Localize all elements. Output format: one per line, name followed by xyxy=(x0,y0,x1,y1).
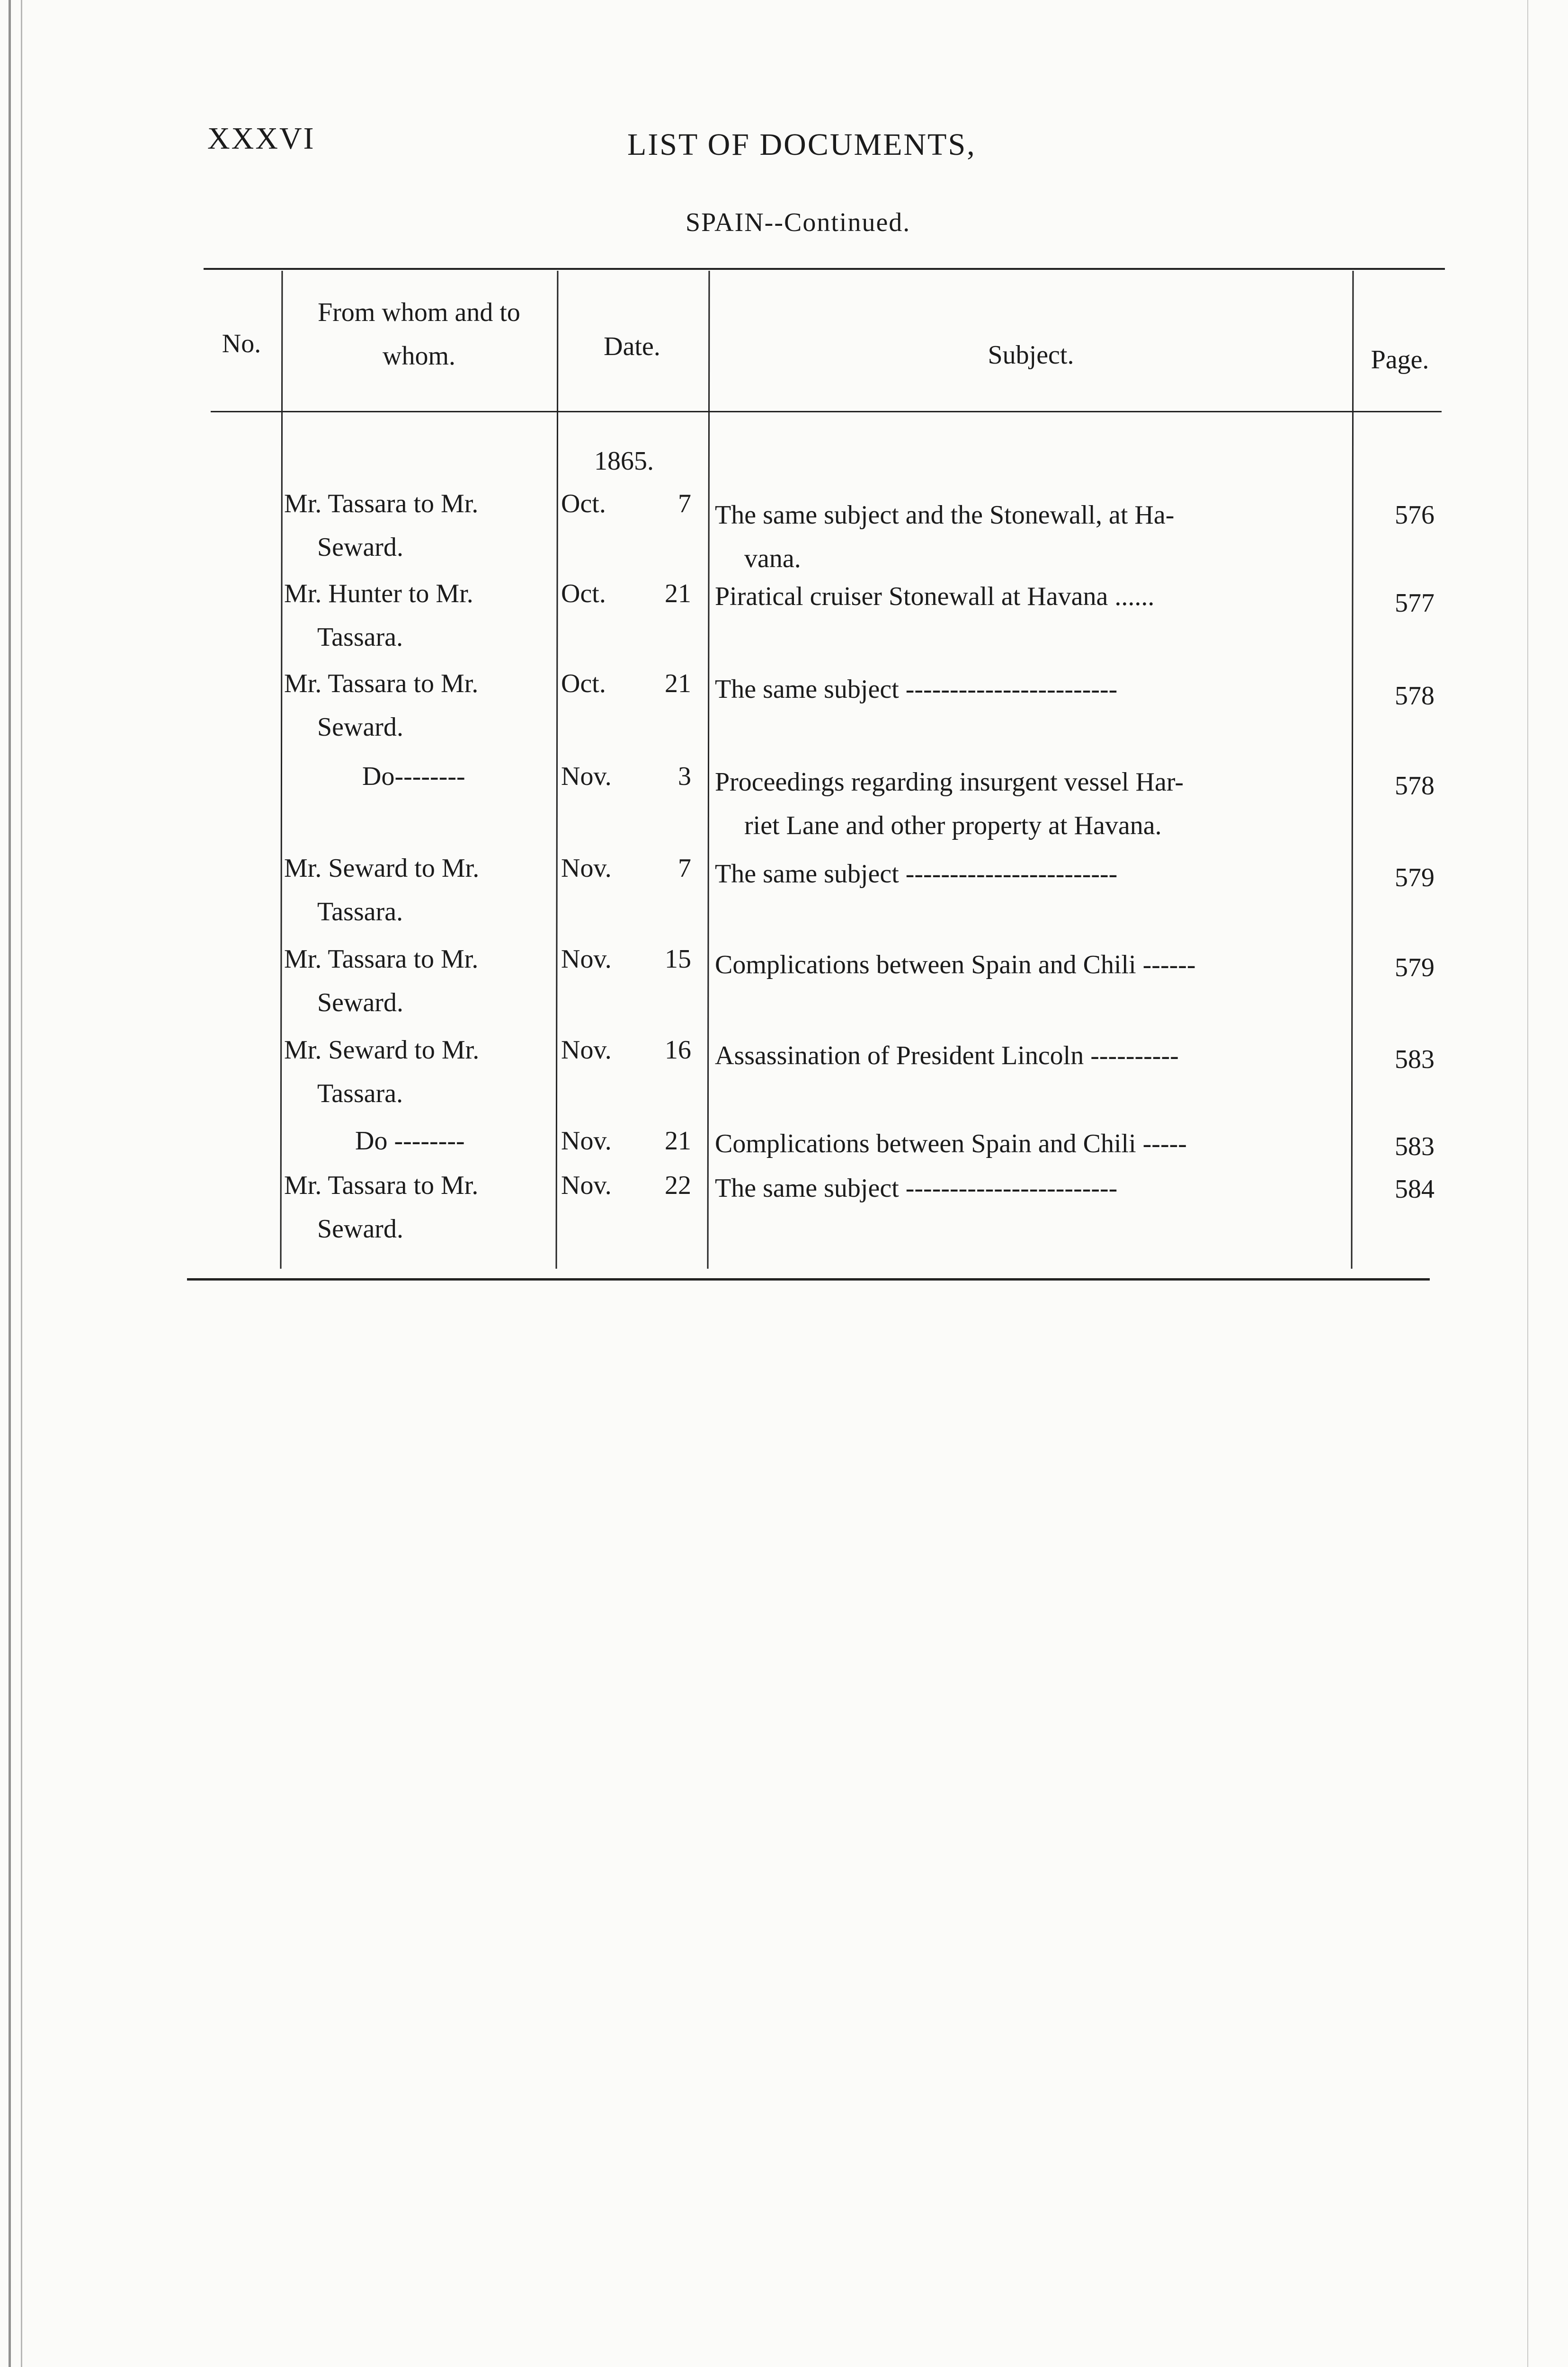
from-line-continued: Seward. xyxy=(317,988,403,1017)
subject-line: Complications between Spain and Chili xyxy=(715,1129,1136,1158)
from-line-continued: Seward. xyxy=(317,1214,403,1244)
subject-cell xyxy=(715,1166,1340,1210)
date-day: 15 xyxy=(665,944,691,974)
header-date: Date. xyxy=(604,332,660,361)
page-number: 584 xyxy=(1395,1175,1434,1204)
ditto-text: Do xyxy=(362,762,395,791)
date-day: 21 xyxy=(665,1126,691,1156)
from-to-cell xyxy=(284,572,549,659)
from-to-cell xyxy=(284,1028,549,1115)
from-to-cell xyxy=(284,1119,549,1163)
from-to-cell xyxy=(284,755,549,798)
date-month: Nov. xyxy=(561,944,612,974)
from-to-cell xyxy=(284,662,549,749)
date-day: 21 xyxy=(665,579,691,608)
leader-dots: ...... xyxy=(1114,582,1155,611)
page-number: 583 xyxy=(1395,1045,1434,1074)
subject-line-continued: vana. xyxy=(744,544,801,573)
date-day: 22 xyxy=(665,1171,691,1200)
leader-dots: ------------------------ xyxy=(905,1174,1118,1203)
from-line: Mr. Tassara to Mr. xyxy=(284,1171,479,1200)
subject-cell xyxy=(715,575,1340,618)
subject-cell xyxy=(715,493,1340,580)
date-day: 16 xyxy=(665,1035,691,1065)
page-number: 578 xyxy=(1395,681,1434,711)
from-line xyxy=(284,1126,465,1156)
subject-cell xyxy=(715,667,1340,711)
subject-line: Proceedings regarding insurgent vessel Har- xyxy=(715,767,1184,797)
from-line: Mr. Tassara to Mr. xyxy=(284,489,479,518)
column-divider-date xyxy=(707,271,710,1269)
from-to-cell xyxy=(284,846,549,934)
header-no: No. xyxy=(222,329,261,358)
from-line: Mr. Hunter to Mr. xyxy=(284,579,473,608)
subject-line: The same subject xyxy=(715,1174,899,1203)
subject-line: Piratical cruiser Stonewall at Havana xyxy=(715,582,1108,611)
from-line xyxy=(284,762,465,791)
from-line: Mr. Tassara to Mr. xyxy=(284,669,479,698)
page-number: 577 xyxy=(1395,588,1434,618)
from-line-continued: Tassara. xyxy=(317,1079,403,1108)
page-number: 578 xyxy=(1395,771,1434,801)
from-to-cell xyxy=(284,482,549,569)
column-divider-from xyxy=(556,271,559,1269)
date-day: 7 xyxy=(678,854,691,883)
leader-dots: ---------- xyxy=(1090,1041,1179,1070)
running-head-title: LIST OF DOCUMENTS, xyxy=(627,127,976,162)
page-number: 579 xyxy=(1395,863,1434,892)
subject-cell xyxy=(715,943,1340,987)
from-line: Mr. Tassara to Mr. xyxy=(284,944,479,974)
table-top-rule xyxy=(204,268,1445,270)
subject-line-continued: riet Lane and other property at Havana. xyxy=(744,811,1162,840)
page-number: 583 xyxy=(1395,1132,1434,1161)
date-month: Oct. xyxy=(561,669,606,698)
ditto-text: Do xyxy=(355,1126,388,1156)
subject-line: The same subject xyxy=(715,859,899,889)
date-month: Nov. xyxy=(561,1126,612,1156)
subject-line: The same subject and the Stonewall, at Ha- xyxy=(715,500,1175,530)
date-month: Nov. xyxy=(561,762,612,791)
from-line-continued: Seward. xyxy=(317,712,403,742)
header-bottom-rule xyxy=(211,411,1442,412)
date-day: 21 xyxy=(665,669,691,698)
subject-cell xyxy=(715,852,1340,896)
leader-dots: -------- xyxy=(394,1126,465,1156)
subject-cell xyxy=(715,1122,1340,1166)
from-line: Mr. Seward to Mr. xyxy=(284,854,480,883)
subject-line: Complications between Spain and Chili xyxy=(715,950,1136,979)
subject-cell xyxy=(715,760,1340,847)
subject-line: The same subject xyxy=(715,675,899,704)
date-month: Nov. xyxy=(561,854,612,883)
leader-dots: -------- xyxy=(394,762,465,791)
leader-dots: ------------------------ xyxy=(905,675,1118,704)
date-day: 7 xyxy=(678,489,691,518)
from-line-continued: Tassara. xyxy=(317,623,403,652)
from-line: Mr. Seward to Mr. xyxy=(284,1035,480,1065)
leader-dots: ------------------------ xyxy=(905,859,1118,889)
column-divider-no xyxy=(280,271,283,1269)
from-to-cell xyxy=(284,1164,549,1251)
from-to-cell xyxy=(284,937,549,1024)
subject-line: Assassination of President Lincoln xyxy=(715,1041,1084,1070)
date-month: Nov. xyxy=(561,1035,612,1065)
section-title: SPAIN--Continued. xyxy=(686,208,911,237)
from-line-continued: Seward. xyxy=(317,533,403,562)
table-bottom-rule xyxy=(187,1278,1430,1281)
date-day: 3 xyxy=(678,762,691,791)
leader-dots: ------ xyxy=(1142,950,1196,979)
header-page: Page. xyxy=(1371,345,1429,374)
date-month: Oct. xyxy=(561,489,606,518)
header-subject: Subject. xyxy=(988,340,1074,370)
header-from-to: From whom and to whom. xyxy=(318,298,520,371)
leader-dots: ----- xyxy=(1142,1129,1187,1158)
from-line-continued: Tassara. xyxy=(317,897,403,926)
running-head-folio: XXXVI xyxy=(207,121,315,156)
date-year: 1865. xyxy=(594,446,654,476)
page-number: 579 xyxy=(1395,953,1434,982)
date-month: Oct. xyxy=(561,579,606,608)
date-month: Nov. xyxy=(561,1171,612,1200)
subject-cell xyxy=(715,1034,1340,1077)
page-number: 576 xyxy=(1395,500,1434,530)
